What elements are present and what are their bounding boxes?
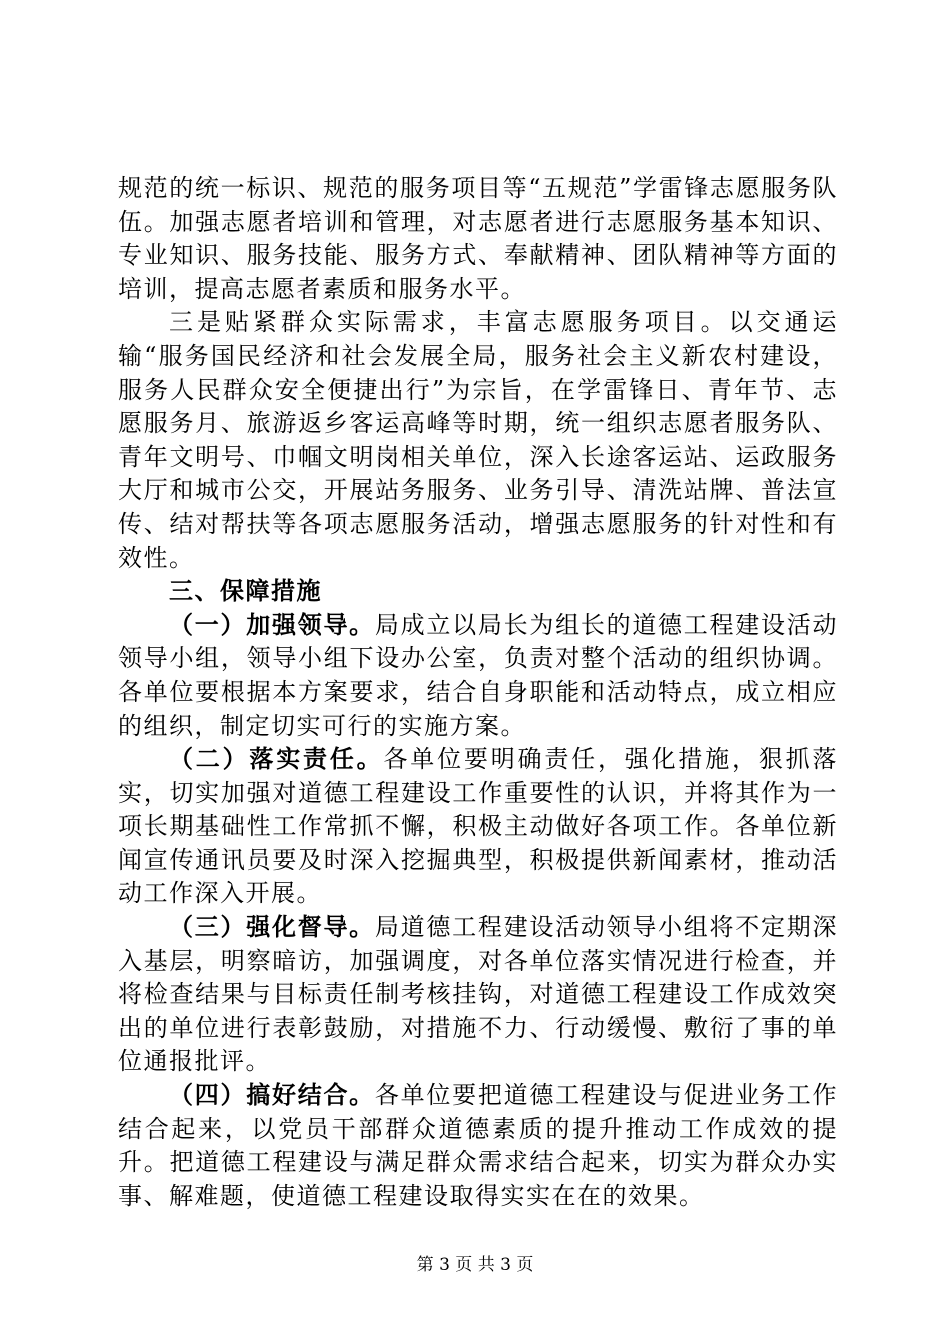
measure-item-text: 局成立以局长为组长的道德工程建设活动领导小组，领导小组下设办公室，负责对整个活动的组织协调。各单位要根据本方案要求，结合自身职能和活动特点，成立相应的组织，制定切实可行的实施方案。 bbox=[118, 610, 839, 740]
measure-item-lead: （四）搞好结合。 bbox=[169, 1081, 375, 1110]
measure-item-text: 局道德工程建设活动领导小组将不定期深入基层，明察暗访，加强调度，对各单位落实情况进行检查，并将检查结果与目标责任制考核挂钩，对道德工程建设工作成效突出的单位进行表彰鼓励，对措施不力、行动缓慢、敷衍了事的单位通报批评。 bbox=[118, 913, 839, 1076]
measure-item-lead: （三）强化督导。 bbox=[169, 913, 375, 942]
section-heading: 三、保障措施 bbox=[169, 577, 322, 606]
page-number-label: 第 3 页 共 3 页 bbox=[416, 1255, 534, 1275]
measure-item-1 bbox=[118, 609, 838, 743]
measure-item-3 bbox=[118, 911, 838, 1079]
measure-item-lead: （一）加强领导。 bbox=[169, 610, 375, 639]
measure-item-lead: （二）落实责任。 bbox=[169, 745, 384, 774]
measure-item-text: 各单位要把道德工程建设与促进业务工作结合起来，以党员干部群众道德素质的提升推动工作成效的提升。把道德工程建设与满足群众需求结合起来，切实为群众办实事、解难题，使道德工程建设取得实实在在的效果。 bbox=[118, 1081, 839, 1210]
measure-item-4 bbox=[118, 1079, 838, 1213]
page-footer bbox=[0, 1250, 950, 1275]
document-body bbox=[118, 172, 838, 1213]
body-paragraph: 三是贴紧群众实际需求，丰富志愿服务项目。以交通运输“服务国民经济和社会发展全局，服务社会主义新农村建设，服务人民群众安全便捷出行”为宗旨，在学雷锋日、青年节、志愿服务月、旅游返乡客运高峰等时期，统一组织志愿者服务队、青年文明号、巾帼文明岗相关单位，深入长途客运站、运政服务大厅和城市公交，开展站务服务、业务引导、清洗站牌、普法宣传、结对帮扶等各项志愿服务活动，增强志愿服务的针对性和有效性。 bbox=[118, 308, 838, 572]
measure-item-2 bbox=[118, 743, 838, 911]
body-paragraph: 规范的统一标识、规范的服务项目等“五规范”学雷锋志愿服务队伍。加强志愿者培训和管理，对志愿者进行志愿服务基本知识、专业知识、服务技能、服务方式、奉献精神、团队精神等方面的培训，提高志愿者素质和服务水平。 bbox=[118, 174, 838, 303]
measure-item-text: 各单位要明确责任，强化措施，狠抓落实，切实加强对道德工程建设工作重要性的认识，并将其作为一项长期基础性工作常抓不懈，积极主动做好各项工作。各单位新闻宣传通讯员要及时深入挖掘典型，积极提供新闻素材，推动活动工作深入开展。 bbox=[118, 745, 838, 908]
